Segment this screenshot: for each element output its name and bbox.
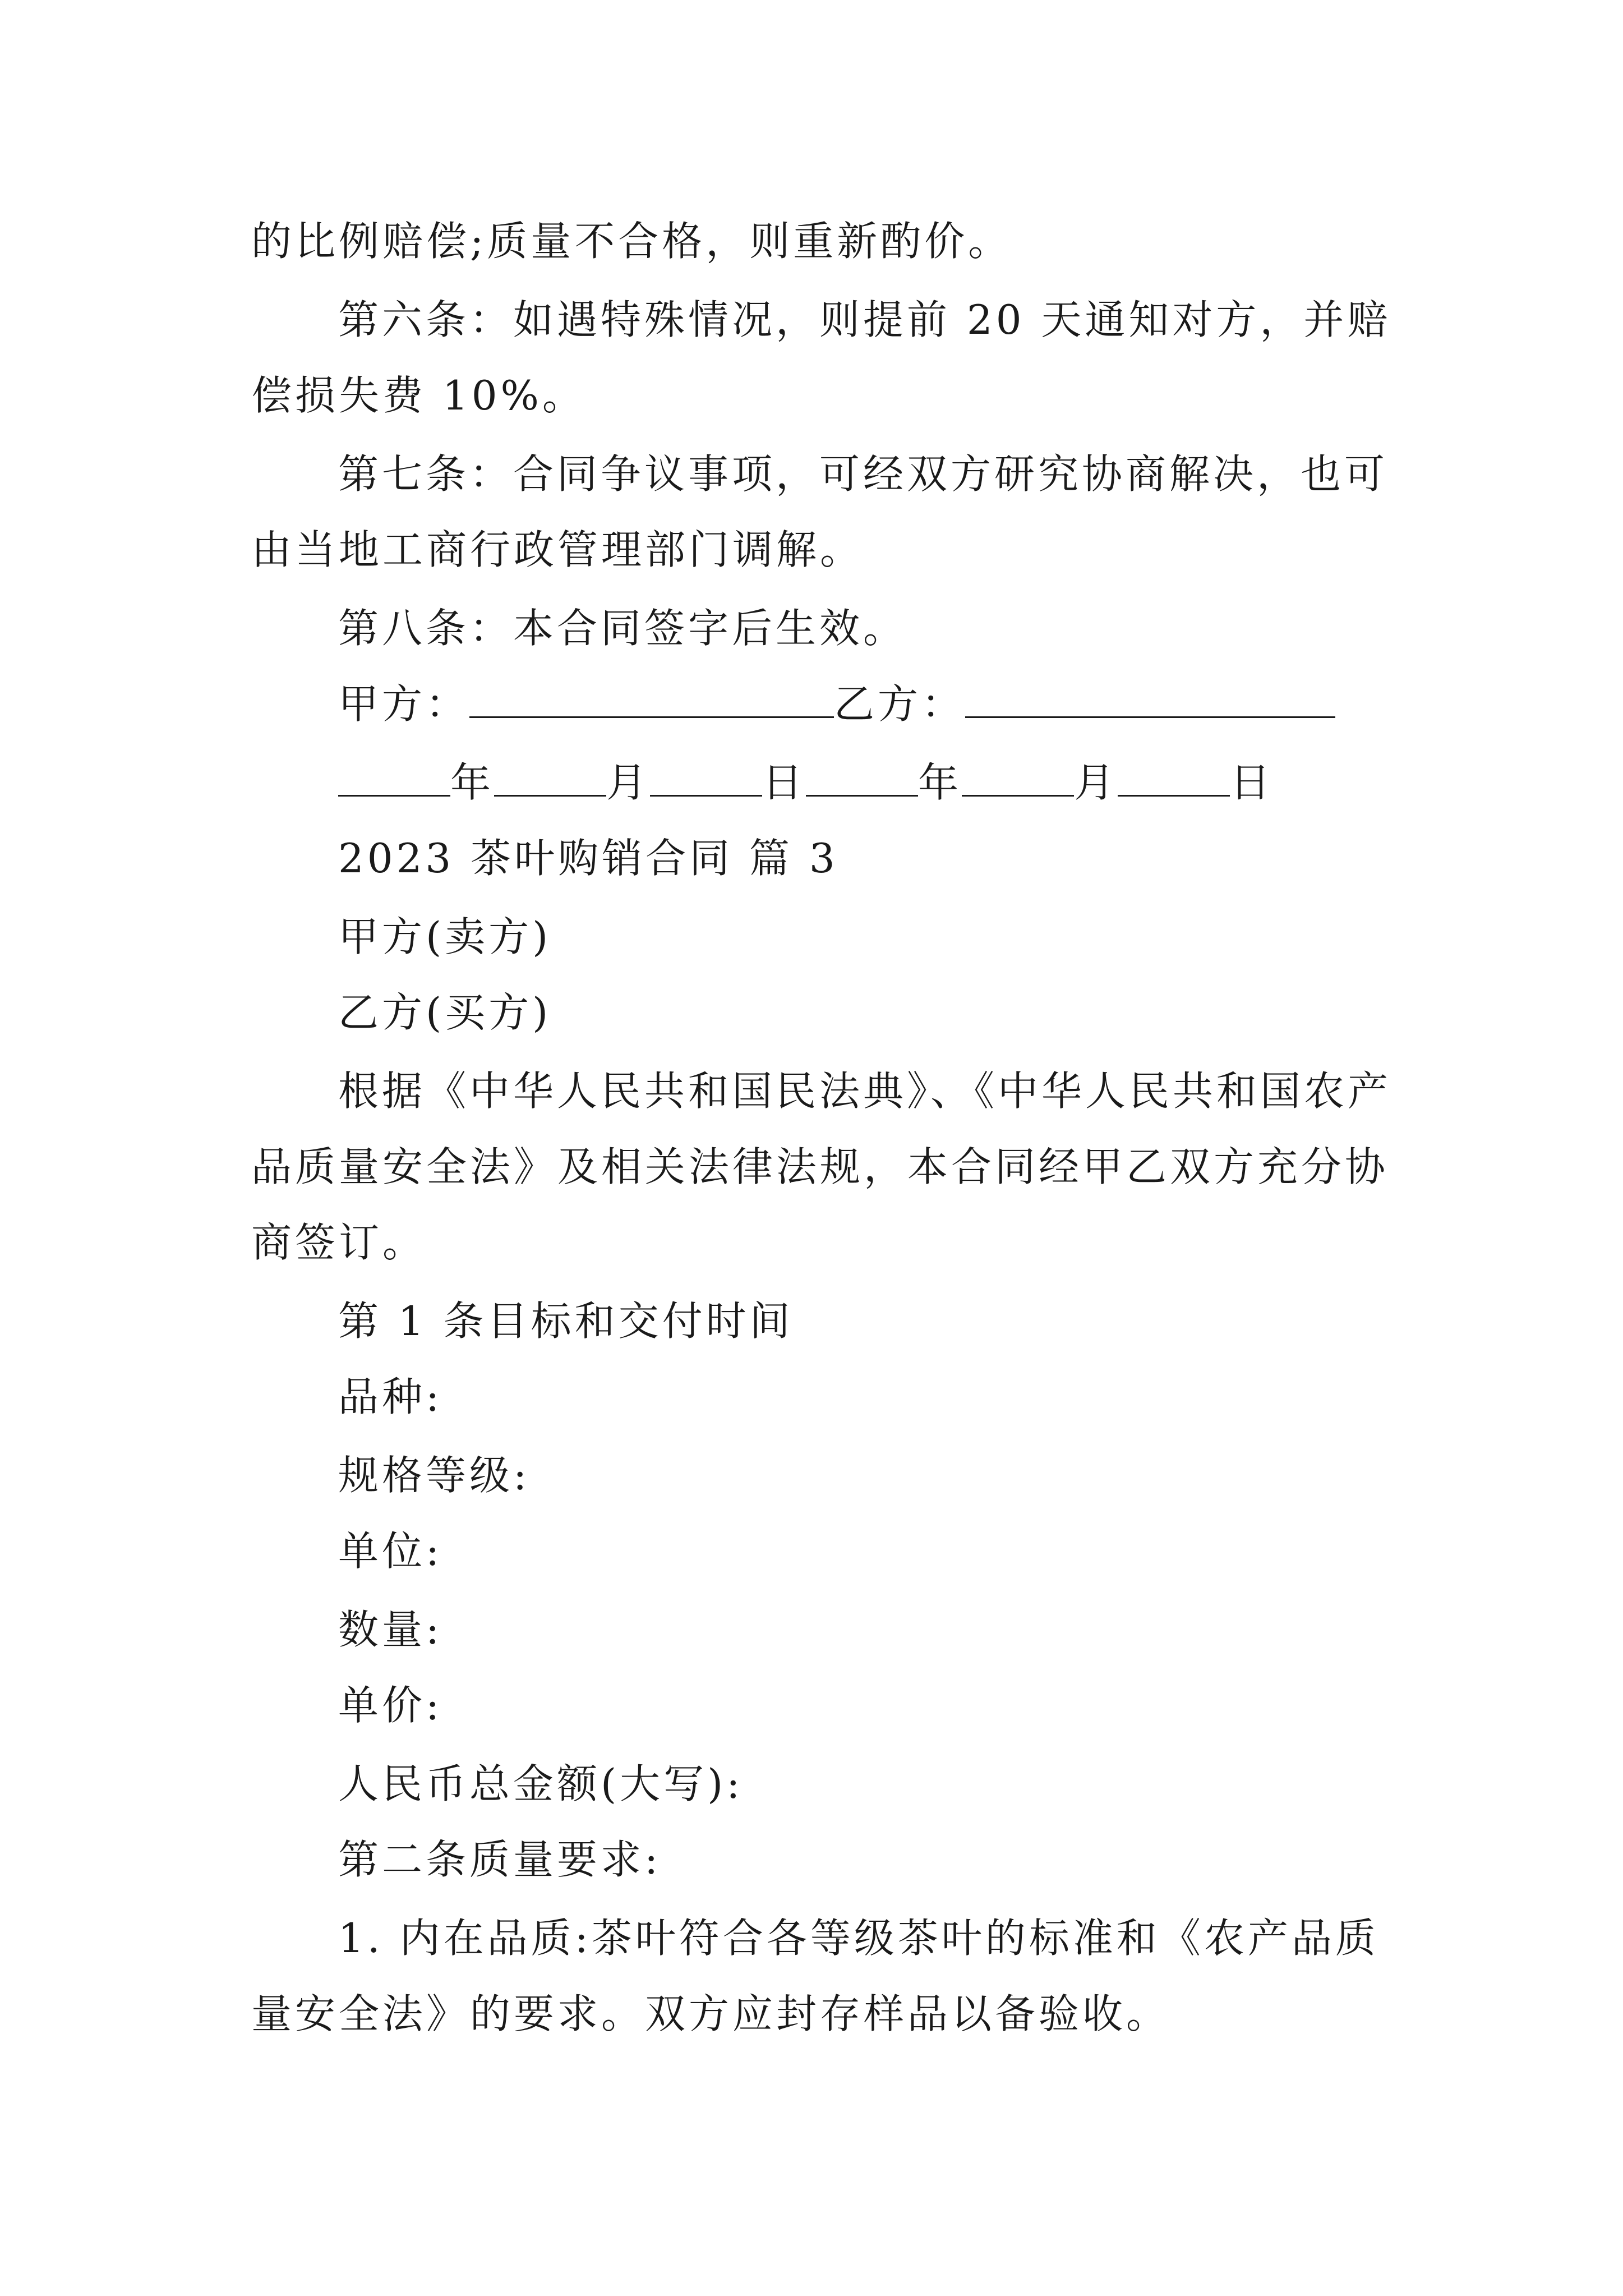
article-1-title: 第 1 条目标和交付时间: [338, 1297, 794, 1345]
party-b-signature-blank: [965, 677, 1335, 718]
signature-parties-line: [338, 676, 1335, 732]
year-blank: [338, 756, 450, 797]
party-b-buyer: 乙方(买方): [338, 989, 552, 1036]
text-line: 偿损失费 10%。: [251, 372, 586, 419]
field-unit-price: 单价:: [338, 1682, 443, 1729]
text-line: 商签订。: [251, 1219, 427, 1266]
section-title: 2023 茶叶购销合同 篇 3: [338, 835, 838, 882]
year-blank: [806, 756, 918, 797]
field-total-amount: 人民币总金额(大写):: [338, 1760, 744, 1807]
preamble: 根据《中华人民共和国民法典》、《中华人民共和国农产: [338, 1068, 1392, 1115]
field-unit: 单位:: [338, 1527, 443, 1575]
article-7: 第七条：合同争议事项，可经双方研究协商解决，也可: [338, 450, 1389, 498]
party-a-seller: 甲方(卖方): [338, 913, 552, 960]
day-blank: [1118, 756, 1230, 797]
month-blank: [494, 756, 606, 797]
party-a-signature-blank: [469, 677, 834, 718]
text-line: 品质量安全法》及相关法律法规，本合同经甲乙双方充分协: [251, 1143, 1389, 1190]
text-line: 量安全法》的要求。双方应封存样品以备验收。: [251, 1990, 1170, 2037]
year-label: 年: [918, 759, 962, 806]
article-6: 第六条：如遇特殊情况，则提前 20 天通知对方，并赔: [338, 296, 1391, 343]
month-blank: [962, 756, 1074, 797]
text-line: 的比例赔偿;质量不合格，则重新酌价。: [251, 218, 1012, 265]
month-label: 月: [1074, 759, 1118, 806]
day-blank: [650, 756, 762, 797]
signature-date-line: [338, 754, 1274, 811]
field-grade: 规格等级:: [338, 1452, 531, 1499]
day-label: 日: [762, 759, 806, 806]
party-a-label: 甲方：: [338, 680, 470, 728]
day-label: 日: [1230, 759, 1274, 806]
article-2-title: 第二条质量要求:: [338, 1836, 662, 1883]
quality-clause: 1. 内在品质:茶叶符合各等级茶叶的标准和《农产品质: [338, 1915, 1379, 1962]
text-line: 由当地工商行政管理部门调解。: [251, 526, 864, 573]
field-quantity: 数量:: [338, 1606, 443, 1653]
field-variety: 品种:: [338, 1373, 443, 1420]
article-8: 第八条：本合同签字后生效。: [338, 605, 907, 652]
party-b-label: 乙方：: [834, 680, 966, 728]
year-label: 年: [450, 759, 495, 806]
month-label: 月: [606, 759, 651, 806]
